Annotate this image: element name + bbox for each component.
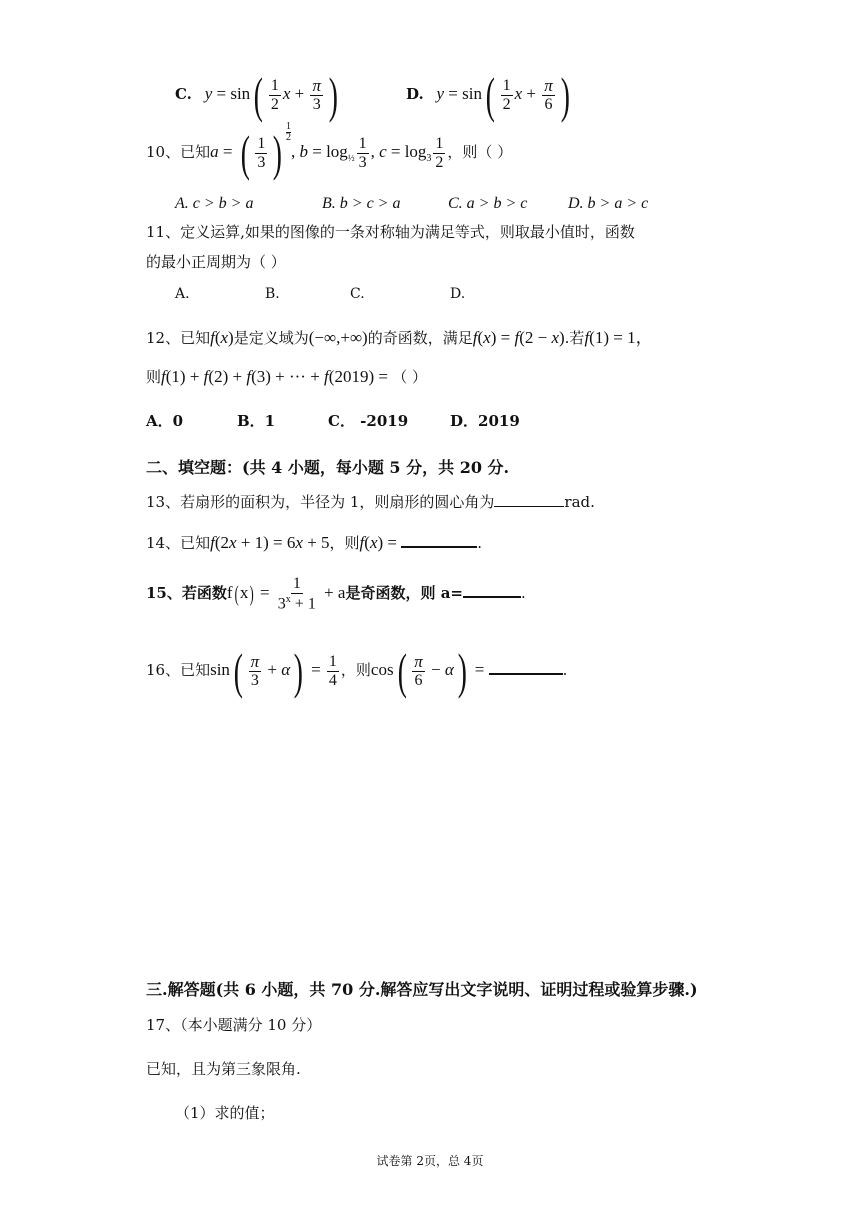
section3-heading: 三.解答题(共 6 小题，共 70 分.解答应写出文字说明、证明过程或验算步骤.) xyxy=(146,980,698,999)
q16-answer-blank[interactable] xyxy=(489,673,563,675)
q10-option-d: D. b > a > c xyxy=(568,195,649,212)
q10-option-b: B. b > c > a xyxy=(322,195,401,212)
q12-option-b: B．1 xyxy=(237,412,276,430)
q14-answer-blank[interactable] xyxy=(401,546,477,548)
q13: 13、若扇形的面积为，半径为 1，则扇形的圆心角为 rad. xyxy=(146,493,595,511)
q11-option-b: B. xyxy=(265,286,280,302)
q12-lead: 12、已知 xyxy=(146,329,211,347)
q9-option-d: D. y = sin( $\frac{1}{2}$ x + $\frac{\pi}{6}$ ) xyxy=(406,67,570,123)
q17-given: 已知，且为第三象限角. xyxy=(146,1060,301,1078)
q10-stem: 10、已知a = ( $\frac{1}{3}$ ) $\frac{1}{2}$ , $b = \log_{\frac{1}{2}}$ $\frac{1}{3}$ , $c = \log_3$ $\frac{1}{2}$ ，则（ ） xyxy=(146,121,513,181)
q12-option-d: D．2019 xyxy=(450,412,520,430)
section2-heading: 二、填空题：(共 4 小题，每小题 5 分，共 20 分. xyxy=(146,458,510,477)
q9-option-d-label: D. xyxy=(406,85,424,103)
q17-title: 17、（本小题满分 10 分） xyxy=(146,1016,322,1034)
q9-option-c: C. y = sin( $\frac{1}{2}$ x + $\frac{\pi}{3}$ ) xyxy=(175,67,338,123)
q12-line2: 则f(1) + f(2) + f(3) + ··· + f(2019) = （ ） xyxy=(146,367,427,386)
page-footer: 试卷第 2页，总 4页 xyxy=(376,1154,484,1168)
q11-option-c: C. xyxy=(350,286,365,302)
q17-part1: （1）求的值； xyxy=(175,1104,275,1122)
q10-lead: 10、已知 xyxy=(146,143,211,161)
q11-option-d: D. xyxy=(450,286,466,302)
q11-option-a: A. xyxy=(175,286,190,302)
q10-tail: ，则（ ） xyxy=(447,143,513,161)
q11-line2: 的最小正周期为（ ） xyxy=(146,253,286,271)
q14: 14、已知f(2x + 1) = 6x + 5，则f(x) = . xyxy=(146,533,483,552)
q12-option-a: A．0 xyxy=(146,412,184,430)
q16: 16、已知sin( $\frac{\pi}{3}$ + α) = $\frac{1}{4}$ ，则cos( $\frac{\pi}{6}$ − α) = . xyxy=(146,643,568,699)
q11-line1: 11、定义运算,如果的图像的一条对称轴为满足等式，则取最小值时，函数 xyxy=(146,223,635,241)
q15-answer-blank[interactable] xyxy=(463,596,521,598)
q12-line1: 12、已知f(x)是定义域为(−∞,+∞)的奇函数，满足f(x) = f(2 − x).若f(1) = 1， xyxy=(146,328,653,347)
q13-answer-blank[interactable] xyxy=(494,506,564,507)
q10-formula: a xyxy=(210,142,219,161)
q10-option-c: C. a > b > c xyxy=(448,195,528,212)
q9-option-c-label: C. xyxy=(175,85,192,103)
q10-option-a: A. c > b > a xyxy=(175,195,254,212)
q15: 15、若函数f(x) = $\frac{1}{3^x + 1}$ + a是奇函数，则 a= . xyxy=(146,575,526,613)
q12-option-c: C． -2019 xyxy=(328,412,409,430)
